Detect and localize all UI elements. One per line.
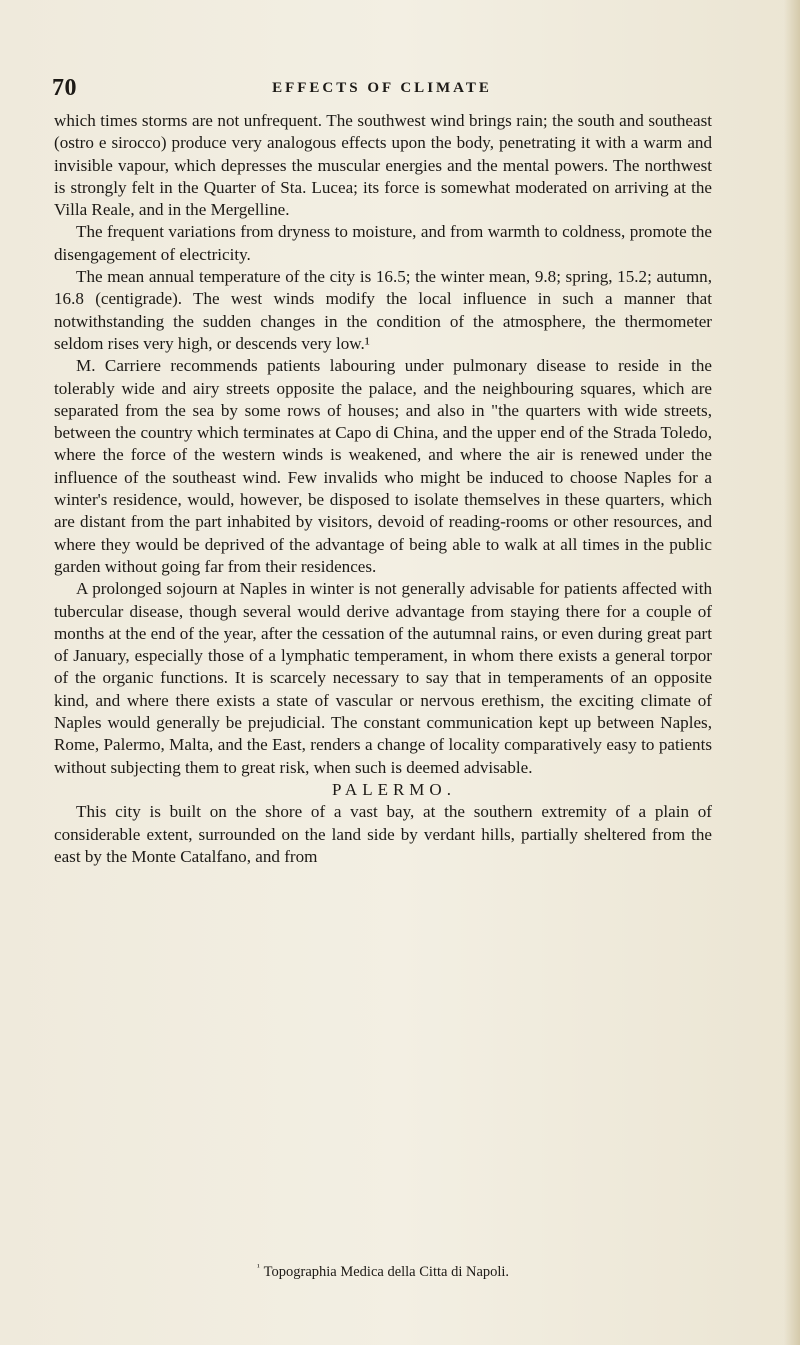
running-title: EFFECTS OF CLIMATE xyxy=(272,80,492,96)
section-heading: PALERMO. xyxy=(332,779,456,799)
paragraph: A prolonged sojourn at Naples in winter is not generally advisable for patients affected with tubercular disease, though several would derive advantage from staying there for a couple of months at the end of the year, after the cessation of the autumnal rains, or even during great part of January, especially those of a lymphatic temperament, in whom there exists a general torpor of the organic functions. It is scarcely necessary to say that in temperaments of an opposite kind, and where there exists a state of vascular or nervous erethism, the exciting climate of Naples would generally be prejudicial. The constant communication kept up between Naples, Rome, Palermo, Malta, and the East, renders a change of locality comparatively easy to patients without subjecting them to great risk, when such is deemed advisable. xyxy=(54,579,712,777)
footnote-text: Topographia Medica della Citta di Napoli. xyxy=(263,1263,510,1280)
paragraph: This city is built on the shore of a vast bay, at the southern extremity of a plain of considerable extent, surrounded on the land side by verdant hills, partially sheltered from the east by the Monte Catalfano, and from xyxy=(54,802,712,866)
page-number: 70 xyxy=(52,75,77,101)
paragraph: which times storms are not unfrequent. The southwest wind brings rain; the south and southeast (ostro e sirocco) produce very analogous effects upon the body, penetrating it with a warm and invisible vapour, which depresses the muscular energies and the mental powers. The northwest is strongly felt in the Quarter of Sta. Lucea; its force is somewhat moderated on arriving at the Villa Reale, and in the Mergelline. xyxy=(54,111,712,220)
paragraph: The mean annual temperature of the city is 16.5; the winter mean, 9.8; spring, 15.2; autumn, 16.8 (centigrade). The west winds modify the local influence in such a manner that notwithstanding the sudden changes in the condition of the atmosphere, the thermometer seldom rises very high, or descends very low.¹ xyxy=(54,267,712,353)
paragraph: The frequent variations from dryness to moisture, and from warmth to coldness, promote the disengagement of electricity. xyxy=(54,222,712,264)
footnote-marker: ¹ xyxy=(256,1262,260,1272)
main-text xyxy=(54,110,712,868)
page-header xyxy=(52,75,712,105)
footnote xyxy=(54,1262,712,1281)
paragraph: M. Carriere recommends patients labouring under pulmonary disease to reside in the tolerably wide and airy streets opposite the palace, and the neighbouring squares, which are separated from the sea by some rows of houses; and also in "the quarters with wide streets, between the country which terminates at Capo di China, and the upper end of the Strada Toledo, where the force of the western winds is weakened, and where the air is renewed under the influence of the southeast wind. Few invalids who might be induced to choose Naples for a winter's residence, would, however, be disposed to isolate themselves in these quarters, which are distant from the part inhabited by visitors, devoid of reading-rooms or other resources, and where they would be deprived of the advantage of being able to walk at all times in the public garden without going far from their residences. xyxy=(54,356,712,576)
page-edge-shading xyxy=(784,0,800,1345)
